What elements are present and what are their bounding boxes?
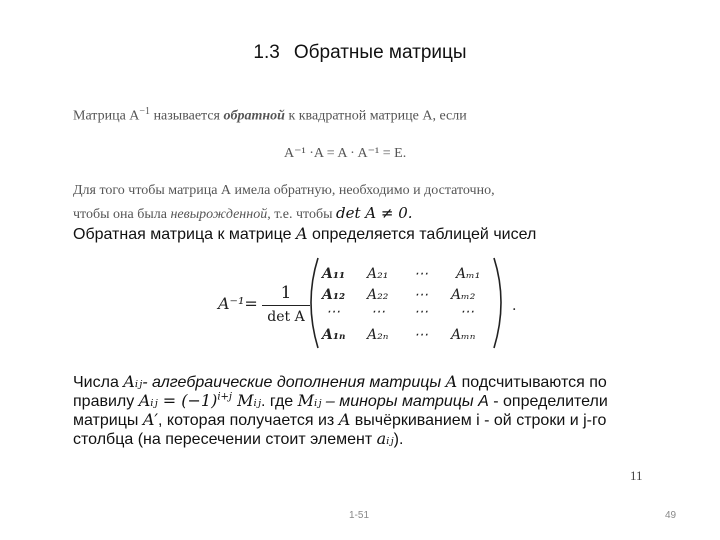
paragraph-line-3	[73, 410, 606, 430]
matrix-cell: Aₘ₂	[451, 287, 476, 303]
table-intro-line	[73, 224, 536, 244]
matrix-cell: ⋯	[326, 304, 340, 320]
intro-text: определяется таблицей чисел	[307, 226, 537, 243]
matrix-cell: A₁₁	[322, 266, 346, 282]
intro-text: Обратная матрица к матрице	[73, 226, 296, 243]
matrix-cell: A₂₁	[367, 266, 389, 282]
section-title: Обратные матрицы	[293, 42, 467, 63]
matrix-cell: ⋯	[460, 304, 474, 320]
math-variable: A	[445, 372, 458, 391]
condition-line-2	[73, 204, 413, 223]
formula-lhs: A⁻¹=	[218, 294, 258, 313]
paragraph-emphasis: – миноры матрицы А	[321, 393, 489, 410]
minor-symbol: Mᵢⱼ	[232, 391, 261, 410]
footer-slide-number: 49	[665, 510, 677, 521]
paragraph-text: правилу	[73, 393, 139, 410]
inverse-symbol: A	[129, 108, 140, 124]
paragraph-text: . где	[260, 393, 298, 410]
condition-text: чтобы она была	[73, 207, 171, 222]
paragraph-emphasis: - алгебраические дополнения матрицы	[142, 374, 446, 391]
footer-center: 1-51	[349, 510, 370, 521]
definition-formula: A⁻¹ ·A = A · A⁻¹ = E.	[284, 146, 407, 161]
matrix-cell: ⋯	[414, 287, 428, 303]
formula-period: .	[512, 298, 517, 314]
matrix-cell: ⋯	[414, 327, 428, 343]
matrix-variable: A	[295, 224, 308, 243]
cofactor-formula: Aᵢⱼ = (−1)	[138, 391, 218, 410]
math-variable: A′	[142, 410, 159, 429]
paragraph-line-2	[73, 391, 608, 411]
matrix-cell: ⋯	[371, 304, 385, 320]
paragraph-text: Числа	[73, 374, 124, 391]
matrix-cell: A₂ₙ	[367, 327, 389, 343]
fraction-denominator: det A	[262, 305, 310, 325]
matrix-cell: A₁₂	[322, 287, 346, 303]
paragraph-text: матрицы	[73, 412, 143, 429]
paragraph-text: - определители	[488, 393, 608, 410]
math-variable: Aᵢⱼ	[123, 372, 143, 391]
math-variable: aᵢⱼ	[376, 429, 394, 448]
definition-text: Матрица	[73, 108, 130, 124]
paragraph-text: ).	[393, 431, 404, 448]
paragraph-text: , которая получается из	[158, 412, 339, 429]
matrix-cell: Aₘ₁	[456, 266, 481, 282]
section-number: 1.3	[253, 42, 280, 63]
definition-term: обратной	[223, 108, 285, 124]
condition-term: невырожденной	[170, 207, 268, 222]
paragraph-line-1	[73, 372, 607, 392]
matrix-cell: Aₘₙ	[451, 327, 476, 343]
cofactor-exponent: i+j	[217, 391, 233, 403]
paragraph-text: подсчитываются по	[457, 374, 607, 391]
determinant-condition: det A ≠ 0.	[336, 204, 413, 222]
paragraph-text: вычёркиванием i - ой строки и j-го	[350, 412, 607, 429]
matrix-cell: ⋯	[414, 266, 428, 282]
definition-line	[73, 106, 467, 125]
fraction	[262, 283, 310, 325]
matrix-cell: ⋯	[414, 304, 428, 320]
matrix-cell: A₁ₙ	[322, 327, 346, 343]
paragraph-line-4	[73, 429, 403, 449]
page-title	[0, 42, 720, 64]
math-variable: A	[338, 410, 351, 429]
definition-text: называется	[150, 108, 224, 124]
condition-line-1: Для того чтобы матрица А имела обратную, необходимо и достаточно,	[73, 183, 495, 198]
paragraph-text: столбца (на пересечении стоит элемент	[73, 431, 377, 448]
inverse-exponent: −1	[139, 106, 151, 117]
fraction-numerator: 1	[280, 283, 292, 303]
condition-text: , т.е. чтобы	[267, 207, 336, 222]
page-number: 11	[630, 468, 643, 483]
math-variable: Mᵢⱼ	[297, 391, 322, 410]
definition-text: к квадратной матрице А, если	[284, 108, 467, 124]
matrix-cell: A₂₂	[367, 287, 389, 303]
